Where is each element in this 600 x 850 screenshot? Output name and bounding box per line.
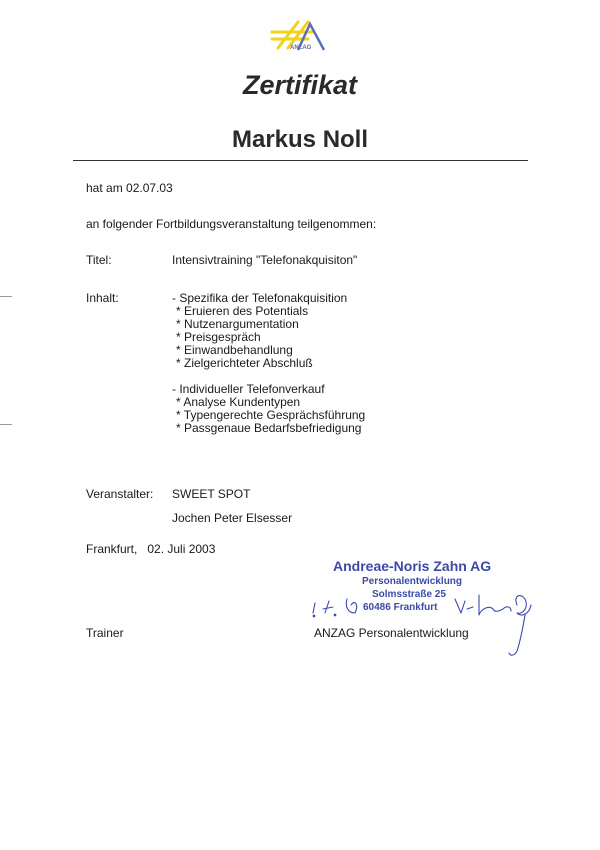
- content-line: * Nutzenargumentation: [176, 317, 299, 331]
- content-line: - Spezifika der Telefonakquisition: [172, 291, 348, 305]
- content-line: * Analyse Kundentypen: [176, 395, 301, 409]
- department-label: ANZAG Personalentwicklung: [314, 626, 469, 640]
- participation-line: an folgender Fortbildungsveranstaltung teilgenommen:: [86, 217, 377, 231]
- logo-text: ANZAG: [290, 45, 312, 51]
- content-label: Inhalt:: [86, 291, 119, 305]
- certificate-title: Zertifikat: [242, 70, 358, 100]
- stamp-street: Solmsstraße 25: [372, 589, 446, 600]
- anzag-logo: [268, 18, 332, 54]
- organizer-company: SWEET SPOT: [172, 487, 251, 501]
- content-line: * Einwandbehandlung: [176, 343, 293, 357]
- content-line: * Zielgerichteter Abschluß: [176, 356, 313, 370]
- title-divider: [73, 160, 528, 161]
- signature: [285, 585, 535, 660]
- participant-name: Markus Noll: [231, 126, 369, 153]
- stamp-city: 60486 Frankfurt: [363, 602, 438, 613]
- course-title: Intensivtraining "Telefonakquisiton": [172, 253, 358, 267]
- content-line: * Passgenaue Bedarfsbefriedigung: [176, 421, 362, 435]
- content-list: [172, 292, 365, 435]
- place-date: Frankfurt, 02. Juli 2003: [86, 542, 216, 556]
- content-line: * Eruieren des Potentials: [176, 304, 309, 318]
- content-line: * Preisgespräch: [176, 330, 261, 344]
- margin-mark: [0, 424, 12, 425]
- content-line: * Typengerechte Gesprächsführung: [176, 408, 366, 422]
- organizer-label: Veranstalter:: [86, 487, 154, 501]
- organizer-person: Jochen Peter Elsesser: [172, 511, 293, 525]
- stamp-company: Andreae-Noris Zahn AG: [333, 558, 492, 574]
- date-line: hat am 02.07.03: [86, 181, 173, 195]
- margin-mark: [0, 296, 12, 297]
- trainer-label: Trainer: [86, 626, 124, 640]
- content-line: - Individueller Telefonverkauf: [172, 382, 325, 396]
- title-label: Titel:: [86, 253, 112, 267]
- stamp-department: Personalentwicklung: [362, 576, 463, 587]
